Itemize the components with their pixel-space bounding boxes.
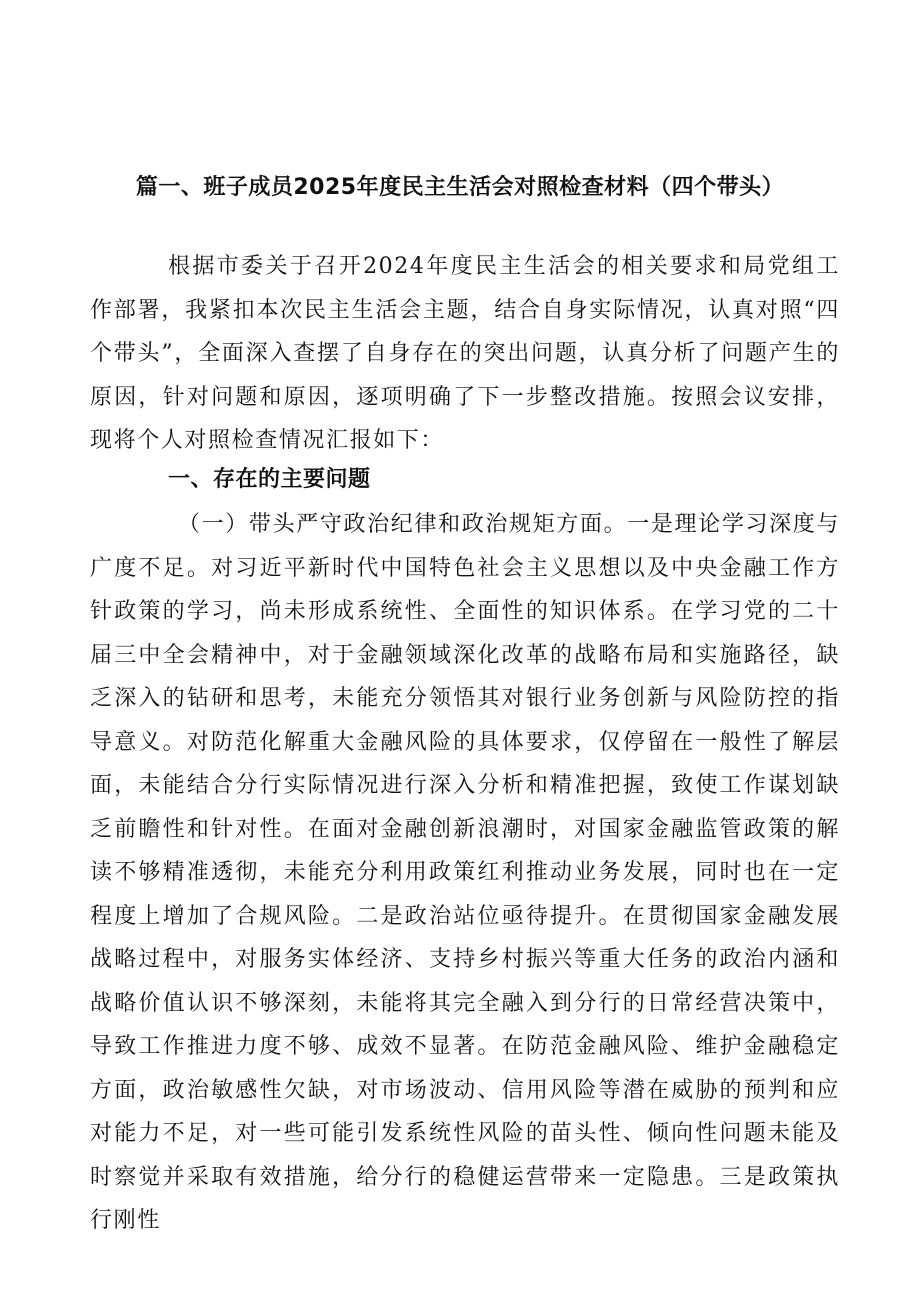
document-title: 篇一、班子成员2025年度民主生活会对照检查材料（四个带头） bbox=[135, 174, 785, 200]
intro-paragraph: 根据市委关于召开2024年度民主生活会的相关要求和局党组工作部署，我紧扣本次民主生活会主题，结合自身实际情况，认真对照“四个带头”，全面深入查摆了自身存在的突出问题，认真分析了问题产生的原因，针对问题和原因，逐项明确了下一步整改措施。按照会议安排，现将个人对照检查情况汇报如下： bbox=[90, 254, 840, 453]
section-paragraph: （一）带头严守政治纪律和政治规矩方面。一是理论学习深度与广度不足。对习近平新时代中国特色社会主义思想以及中央金融工作方针政策的学习，尚未形成系统性、全面性的知识体系。在学习党的二十届三中全会精神中，对于金融领域深化改革的战略布局和实施路径，缺乏深入的钻研和思考，未能充分领悟其对银行业务创新与风险防控的指导意义。对防范化解重大金融风险的具体要求，仅停留在一般性了解层面，未能结合分行实际情况进行深入分析和精准把握，致使工作谋划缺乏前瞻性和针对性。在面对金融创新浪潮时，对国家金融监管政策的解读不够精准透彻，未能充分利用政策红利推动业务发展，同时也在一定程度上增加了合规风险。二是政治站位亟待提升。在贯彻国家金融发展战略过程中，对服务实体经济、支持乡村振兴等重大任务的政治内涵和战略价值认识不够深刻，未能将其完全融入到分行的日常经营决策中，导致工作推进力度不够、成效不显著。在防范金融风险、维护金融稳定方面，政治敏感性欠缺，对市场波动、信用风险等潜在威胁的预判和应对能力不足，对一些可能引发系统性风险的苗头性、倾向性问题未能及时察觉并采取有效措施，给分行的稳健运营带来一定隐患。三是政策执行刚性 bbox=[90, 512, 840, 1233]
section-heading: 一、存在的主要问题 bbox=[168, 467, 371, 492]
